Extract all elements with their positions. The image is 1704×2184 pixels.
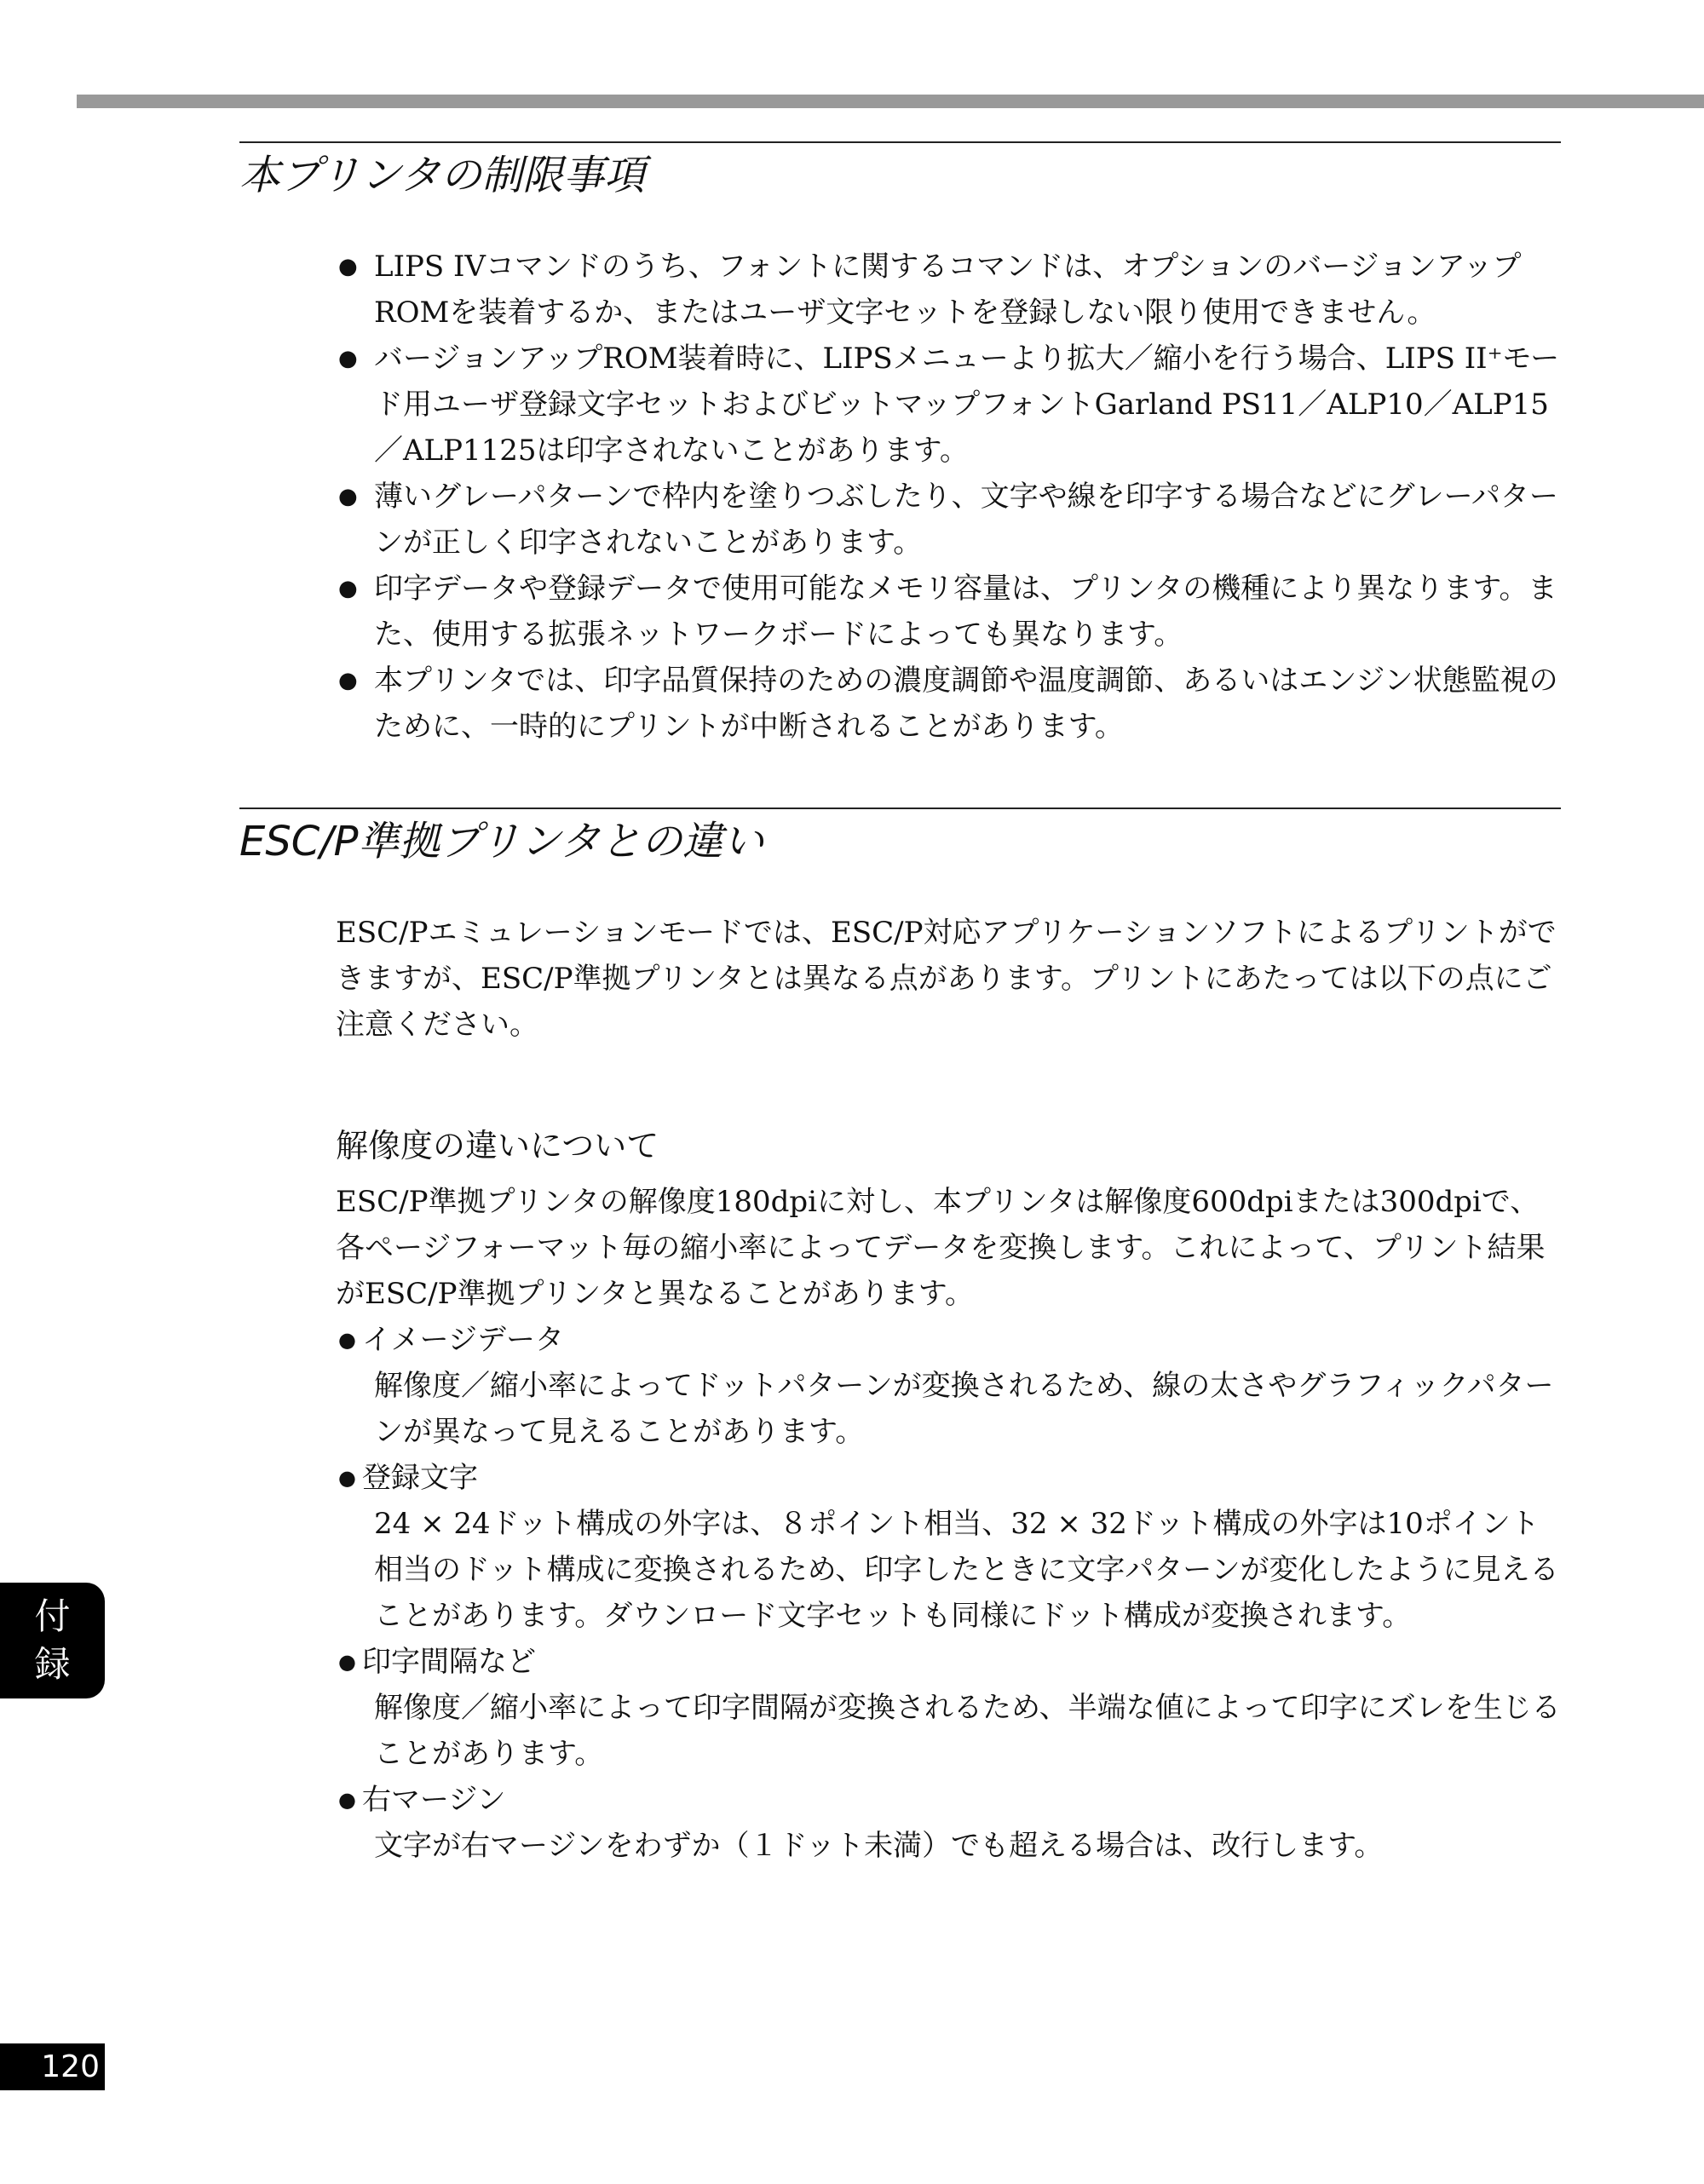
list-item: ● 印字データや登録データで使用可能なメモリ容量は、プリンタの機種により異なります。また、使用する拡張ネットワークボードによっても異なります。 — [338, 566, 1561, 658]
item-description: 文字が右マージンをわずか（１ドット未満）でも超える場合は、改行します。 — [374, 1829, 1384, 1863]
differences-list — [338, 1317, 1561, 1869]
appendix-tab-char-2: 録 — [34, 1643, 71, 1685]
list-item — [338, 1317, 1561, 1455]
list-item — [338, 1455, 1561, 1639]
appendix-tab — [0, 1583, 105, 1698]
header-bar — [77, 95, 1704, 108]
item-heading: ● 右マージン — [338, 1777, 1561, 1823]
section-1-title: 本プリンタの制限事項 — [239, 152, 646, 199]
section-1-rule — [239, 141, 1561, 143]
list-item: ● LIPS IVコマンドのうち、フォントに関するコマンドは、オプションのバージョンアップROMを装着するか、またはユーザ文字セットを登録しない限り使用できません。 — [338, 244, 1561, 336]
page-number: 120 — [0, 2043, 105, 2090]
list-item: ● 本プリンタでは、印字品質保持のための濃度調節や温度調節、あるいはエンジン状態監視のために、一時的にプリントが中断されることがあります。 — [338, 658, 1561, 750]
section-2-intro: ESC/Pエミュレーションモードでは、ESC/P対応アプリケーションソフトによるプリントができますが、ESC/P準拠プリンタとは異なる点があります。プリントにあたっては以下の点にご注意ください。 — [336, 916, 1557, 1042]
item-heading: ● 登録文字 — [338, 1455, 1561, 1501]
item-heading: ● イメージデータ — [338, 1317, 1561, 1363]
restrictions-list — [338, 244, 1561, 750]
section-2-title: ESC/P準拠プリンタとの違い — [239, 818, 764, 865]
appendix-tab-char-1: 付 — [34, 1595, 71, 1637]
section-2-rule — [239, 808, 1561, 809]
list-item: ● 薄いグレーパターンで枠内を塗りつぶしたり、文字や線を印字する場合などにグレーパターンが正しく印字されないことがあります。 — [338, 474, 1561, 566]
list-item — [338, 1777, 1561, 1869]
list-item: ● バージョンアップROM装着時に、LIPSメニューより拡大／縮小を行う場合、LIPS II⁺モード用ユーザ登録文字セットおよびビットマップフォントGarland PS11／ALP10／ALP15／ALP1125は印字されないことがあります。 — [338, 336, 1561, 474]
resolution-paragraph: ESC/P準拠プリンタの解像度180dpiに対し、本プリンタは解像度600dpiまたは300dpiで、各ページフォーマット毎の縮小率によってデータを変換します。これによって、プリント結果がESC/P準拠プリンタと異なることがあります。 — [336, 1185, 1546, 1311]
item-heading: ● 印字間隔など — [338, 1639, 1561, 1685]
item-description: 24 × 24ドット構成の外字は、８ポイント相当、32 × 32ドット構成の外字は10ポイント相当のドット構成に変換されるため、印字したときに文字パターンが変化したように見えることがあります。ダウンロード文字セットも同様にドット構成が変換されます。 — [374, 1507, 1559, 1633]
list-item — [338, 1639, 1561, 1777]
item-description: 解像度／縮小率によって印字間隔が変換されるため、半端な値によって印字にズレを生じることがあります。 — [374, 1691, 1561, 1771]
resolution-subheading: 解像度の違いについて — [336, 1127, 659, 1164]
item-description: 解像度／縮小率によってドットパターンが変換されるため、線の太さやグラフィックパターンが異なって見えることがあります。 — [374, 1369, 1554, 1449]
